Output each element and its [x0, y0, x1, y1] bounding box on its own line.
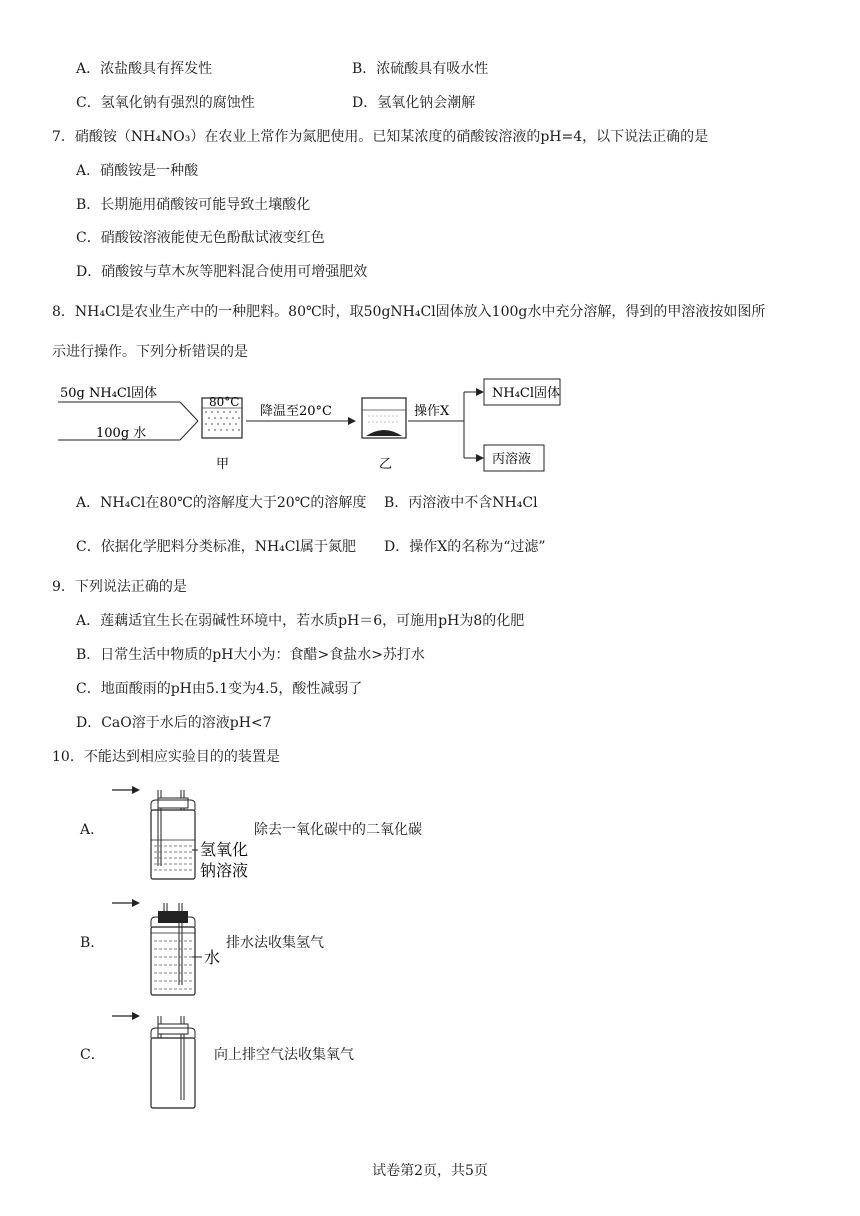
beaker-yi [362, 398, 406, 438]
q10-apparatus-c [106, 1006, 216, 1112]
q6-option-a: A．浓盐酸具有挥发性 [76, 61, 213, 77]
q7-option-d: D．硝酸铵与草木灰等肥料混合使用可增强肥效 [76, 264, 368, 280]
q10-option-a-letter: A． [80, 822, 105, 838]
q8-option-b: B．丙溶液中不含NH₄Cl [384, 495, 538, 511]
beaker-jia-label: 甲 [216, 457, 230, 472]
q10-option-a-desc: 除去一氧化碳中的二氧化碳 [254, 822, 422, 838]
q8-stem-line2: 示进行操作。下列分析错误的是 [52, 344, 248, 360]
output-solution-box: 丙溶液 [492, 452, 532, 467]
q7-option-a: A．硝酸铵是一种酸 [76, 163, 199, 179]
q7-stem: 7．硝酸铵（NH₄NO₃）在农业上常作为氮肥使用。已知某浓度的硝酸铵溶液的pH=4，以下说法正确的是 [52, 129, 709, 145]
q7-option-b: B．长期施用硝酸铵可能导致土壤酸化 [76, 197, 311, 213]
q9-option-d: D．CaO溶于水后的溶液pH<7 [76, 715, 272, 731]
q9-option-c: C．地面酸雨的pH由5.1变为4.5，酸性减弱了 [76, 681, 363, 697]
page-footer: 试卷第2页，共5页 [372, 1163, 488, 1179]
q9-option-a: A．莲藕适宜生长在弱碱性环境中，若水质pH＝6，可施用pH为8的化肥 [76, 613, 525, 629]
naoh-label-line2: 钠溶液 [200, 861, 249, 880]
q6-option-c: C．氢氧化钠有强烈的腐蚀性 [76, 95, 255, 111]
input-solid-label: 50g NH₄Cl固体 [60, 386, 158, 401]
beaker-yi-label: 乙 [379, 457, 393, 472]
q10-option-c-desc: 向上排空气法收集氧气 [214, 1047, 354, 1063]
q9-stem: 9．下列说法正确的是 [52, 579, 187, 595]
q6-option-d: D．氢氧化钠会潮解 [352, 95, 476, 111]
q7-option-c: C．硝酸铵溶液能使无色酚酞试液变红色 [76, 230, 325, 246]
q9-option-b: B．日常生活中物质的pH大小为：食醋>食盐水>苏打水 [76, 647, 425, 663]
q8-stem-line1: 8．NH₄Cl是农业生产中的一种肥料。80℃时，取50gNH₄Cl固体放入100g水中充分溶解，得到的甲溶液按如图所 [52, 304, 766, 320]
water-label: 水 [204, 948, 221, 967]
operation-x-label: 操作X [414, 404, 450, 419]
q8-option-c: C．依据化学肥料分类标准，NH₄Cl属于氮肥 [76, 539, 356, 555]
temp-label: 80°C [209, 395, 240, 409]
q10-option-b-desc: 排水法收集氢气 [226, 935, 324, 951]
cooling-arrow-label: 降温至20°C [260, 404, 332, 419]
input-water-label: 100g 水 [96, 426, 147, 441]
q10-option-c-letter: C． [80, 1047, 105, 1063]
naoh-label-line1: 氢氧化 [200, 840, 249, 859]
q10-apparatus-b [106, 893, 246, 999]
q10-stem: 10．不能达到相应实验目的的装置是 [52, 749, 280, 765]
q8-process-diagram [52, 372, 572, 477]
output-solid-box: NH₄Cl固体 [492, 386, 561, 401]
q6-option-b: B．浓硫酸具有吸水性 [352, 61, 489, 77]
q10-apparatus-a [106, 780, 266, 884]
q10-option-b-letter: B． [80, 935, 105, 951]
q8-option-d: D．操作X的名称为“过滤” [384, 539, 546, 555]
q8-option-a: A．NH₄Cl在80℃的溶解度大于20℃的溶解度 [76, 495, 367, 511]
